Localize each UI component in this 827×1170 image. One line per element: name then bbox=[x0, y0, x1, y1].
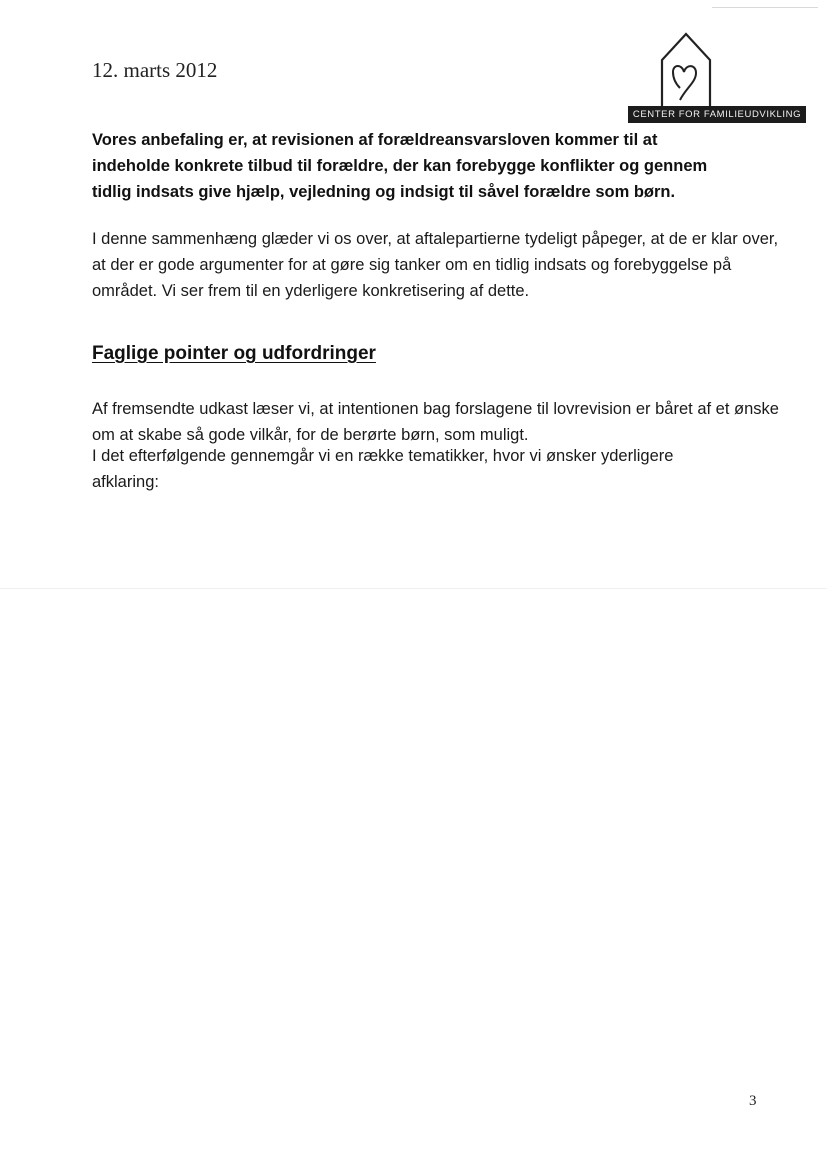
organization-logo bbox=[628, 30, 808, 126]
logo-wordmark: CENTER FOR FAMILIEUDVIKLING bbox=[628, 106, 806, 123]
document-date: 12. marts 2012 bbox=[92, 58, 218, 82]
scan-edge-line bbox=[712, 7, 818, 8]
scan-artifact-line bbox=[0, 588, 827, 589]
body-paragraph: I denne sammenhæng glæder vi os over, at aftalepartierne tydeligt påpeger, at de er klar over, at der er gode argumenter for at gøre sig tanker om en tidlig indsats og forebyggelse på området. Vi ser frem til en yderligere konkretisering af dette. bbox=[92, 230, 779, 300]
page-number: 3 bbox=[749, 1093, 757, 1109]
recommendation-paragraph: Vores anbefaling er, at revisionen af forældreansvarsloven kommer til at indeholde konkrete tilbud til forældre, der kan forebygge konflikter og gennem tidlig indsats give hjælp, vejledning og indsigt til såvel forældre som børn. bbox=[92, 131, 708, 201]
house-heart-icon bbox=[656, 30, 716, 106]
section-heading: Faglige pointer og udfordringer bbox=[92, 343, 376, 364]
body-paragraph: Af fremsendte udkast læser vi, at intentionen bag forslagene til lovrevision er båret af et ønske om at skabe så gode vilkår, for de berørte børn, som muligt. bbox=[92, 400, 779, 444]
body-paragraph: I det efterfølgende gennemgår vi en række tematikker, hvor vi ønsker yderligere afklaring: bbox=[92, 447, 674, 491]
